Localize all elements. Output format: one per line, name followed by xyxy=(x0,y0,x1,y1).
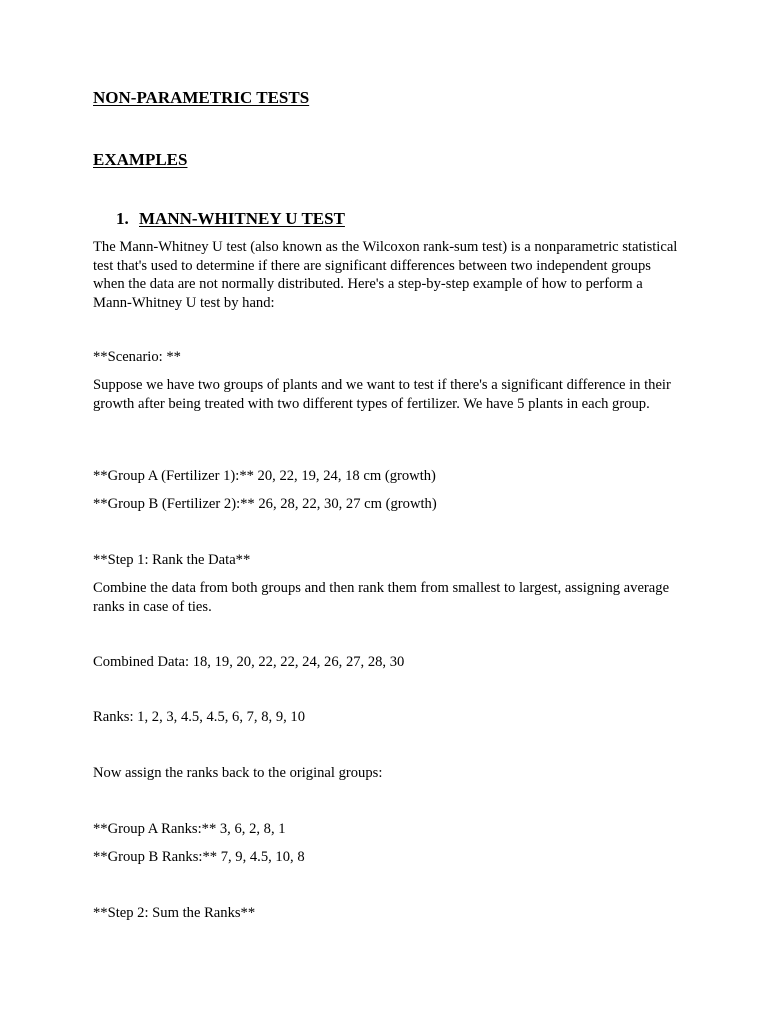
scenario-label: **Scenario: ** xyxy=(93,349,181,365)
document-subtitle: EXAMPLES xyxy=(93,150,188,169)
document-title: NON-PARAMETRIC TESTS xyxy=(93,88,310,107)
group-a-data: **Group A (Fertilizer 1):** 20, 22, 19, 24, 18 cm (growth) xyxy=(93,468,436,484)
section-number: 1. xyxy=(116,209,129,228)
scenario-text: Suppose we have two groups of plants and we want to test if there's a significant difference in their growth after being treated with two different types of fertilizer. We have 5 plants in each group. xyxy=(93,377,671,412)
step1-text: Combine the data from both groups and then rank them from smallest to largest, assigning average ranks in case of ties. xyxy=(93,580,670,615)
group-b-data: **Group B (Fertilizer 2):** 26, 28, 22, 30, 27 cm (growth) xyxy=(93,496,437,512)
intro-paragraph: The Mann-Whitney U test (also known as the Wilcoxon rank-sum test) is a nonparametric statistical test that's used to determine if there are significant differences between two independent groups when the data are not normally distributed. Here's a step-by-step example of how to perform a Mann-Whitney U test by hand: xyxy=(93,239,678,311)
combined-data: Combined Data: 18, 19, 20, 22, 22, 24, 26, 27, 28, 30 xyxy=(93,654,405,670)
step1-label: **Step 1: Rank the Data** xyxy=(93,552,251,568)
assign-ranks-text: Now assign the ranks back to the original groups: xyxy=(93,765,383,781)
group-a-ranks: **Group A Ranks:** 3, 6, 2, 8, 1 xyxy=(93,821,286,837)
section-title: MANN-WHITNEY U TEST xyxy=(139,209,345,228)
ranks-line: Ranks: 1, 2, 3, 4.5, 4.5, 6, 7, 8, 9, 10 xyxy=(93,709,306,725)
section-heading xyxy=(116,209,345,229)
group-b-ranks: **Group B Ranks:** 7, 9, 4.5, 10, 8 xyxy=(93,849,305,865)
step2-label: **Step 2: Sum the Ranks** xyxy=(93,905,256,921)
